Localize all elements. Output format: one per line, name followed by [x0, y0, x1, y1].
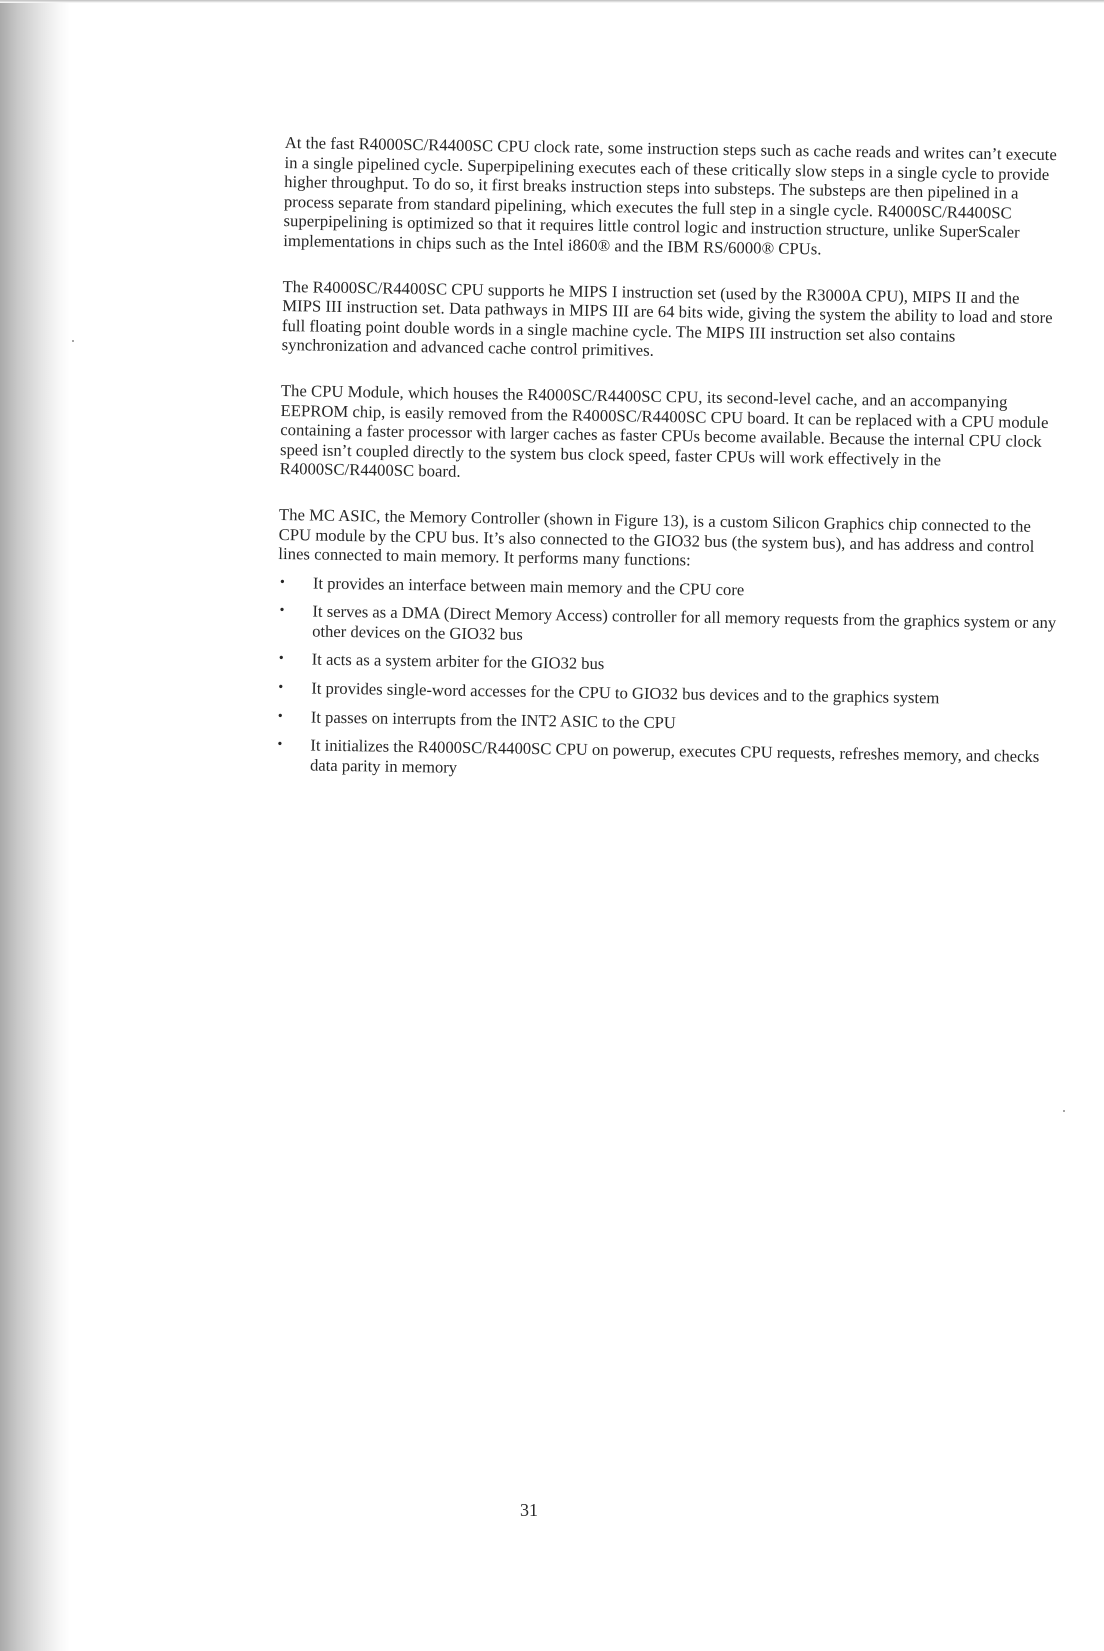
bullet-icon: •: [277, 737, 283, 753]
mc-asic-functions-list: [275, 573, 1058, 787]
list-item: [277, 601, 1058, 652]
paragraph-mc-asic: The MC ASIC, the Memory Controller (shown in Figure 13), is a custom Silicon Graphics chip connected to the CPU module by the CPU bus. It’s also connected to the GIO32 bus (the system bus), and has address and control lines connected to main memory. It performs many functions:: [278, 504, 1035, 570]
scan-speck: [72, 340, 74, 342]
paragraph-superpipelining: At the fast R4000SC/R4400SC CPU clock rate, some instruction steps such as cache reads and writes can’t execute in a single pipelined cycle. Superpipelining executes each of these critically slow steps in a single cycle to provide higher throughput. To do so, it first breaks instruction steps into substeps. The substeps are then pipelined in a process separate from standard pipelining, which executes the full step in a single cycle. R4000SC/R4400SC superpipelining is optimized so that it requires little control logic and instruction structure, unlike SuperScaler implementations in chips such as the Intel i860® and the IBM RS/6000® CPUs.: [283, 133, 1057, 259]
list-item-text: It serves as a DMA (Direct Memory Access) controller for all memory requests from the graphics system or any other devices on the GIO32 bus: [312, 601, 1057, 644]
list-item-text: It provides an interface between main memory and the CPU core: [312, 573, 745, 599]
list-item-text: It passes on interrupts from the INT2 ASIC to the CPU: [310, 707, 676, 732]
paragraph-cpu-module: The CPU Module, which houses the R4000SC/R4400SC CPU, its second-level cache, and an accompanying EEPROM chip, is easily removed from the R4000SC/R4400SC CPU board. It can be replaced with a CPU module containing a faster processor with larger caches as faster CPUs become available. Because the internal CPU clock speed isn’t coupled directly to the system bus clock speed, faster CPUs will work effectively in the R4000SC/R4400SC board.: [279, 380, 1049, 482]
bullet-icon: •: [279, 574, 285, 590]
page-number: 31: [520, 1500, 538, 1520]
list-item: [276, 707, 1056, 739]
list-item-text: It acts as a system arbiter for the GIO32 bus: [311, 649, 605, 674]
paragraph-instruction-sets: The R4000SC/R4400SC CPU supports he MIPS I instruction set (used by the R3000A CPU), MIPS II and the MIPS III instruction set. Data pathways in MIPS III are 64 bits wide, giving the system the ability to load and store full floating point double words in a single machine cycle. The MIPS III instruction set also contains synchronization and advanced cache control primitives.: [281, 276, 1053, 361]
scan-top-edge: [0, 0, 1104, 3]
bullet-icon: •: [277, 708, 283, 724]
list-item-text: It initializes the R4000SC/R4400SC CPU on powerup, executes CPU requests, refreshes memory, and checks data parity in memory: [309, 735, 1040, 777]
list-item: [276, 678, 1056, 710]
list-item: [277, 649, 1057, 681]
list-item: [278, 573, 1058, 605]
bullet-icon: •: [279, 603, 285, 619]
scan-speck: [1063, 1110, 1065, 1112]
bullet-icon: •: [278, 680, 284, 696]
bullet-icon: •: [278, 651, 284, 667]
page-body: [275, 133, 1065, 796]
list-item: [275, 735, 1056, 786]
scan-binding-shadow: [0, 0, 70, 1651]
list-item-text: It provides single-word accesses for the CPU to GIO32 bus devices and to the graphics system: [311, 678, 940, 708]
